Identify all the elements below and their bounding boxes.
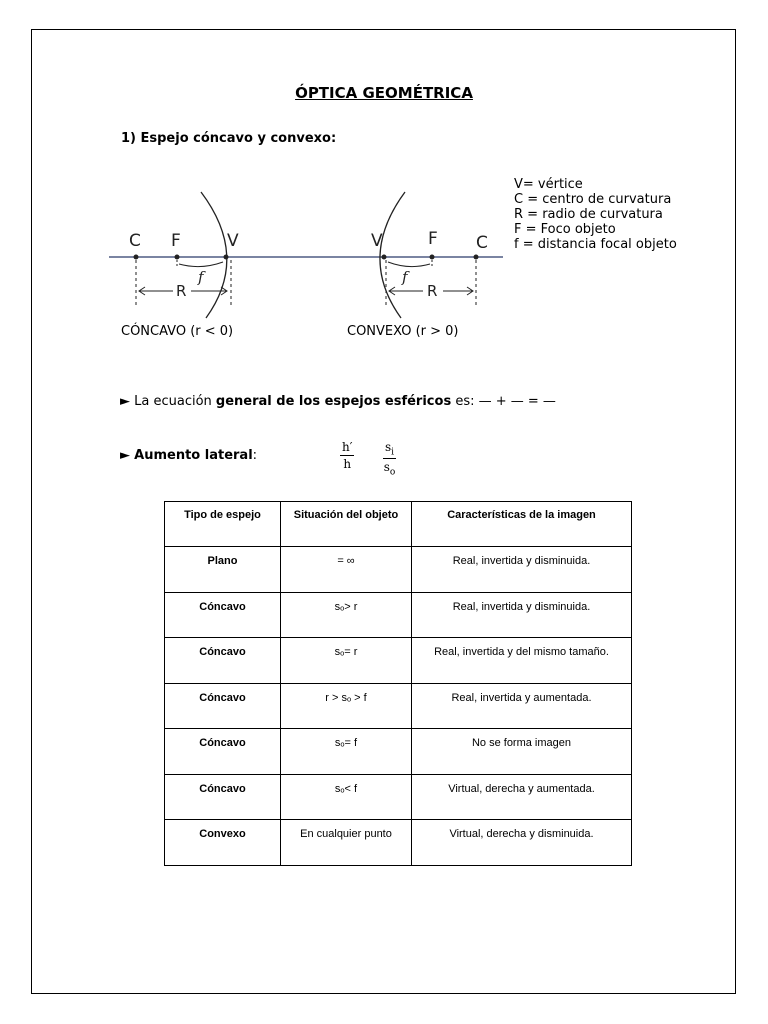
mirror-equation [120,394,556,409]
fraction-numerator: $s_i$ [385,440,395,458]
table-cell: Cóncavo [165,729,281,775]
page-title: ÓPTICA GEOMÉTRICA [295,84,473,102]
table-row [165,638,632,684]
point-v [382,255,387,260]
table-cell: sₒ> r [281,592,412,638]
label-f: F [171,231,181,251]
label-radius: R [427,282,438,300]
legend-item: F = Foco objeto [514,222,616,237]
table-cell: Real, invertida y disminuida. [412,547,632,593]
point-f [430,255,435,260]
label-f: F [428,229,438,249]
table-cell: Convexo [165,820,281,866]
legend-item: f = distancia focal objeto [514,237,677,252]
caption-convex: CONVEXO (r > 0) [347,324,459,339]
header-cell: Características de la imagen [412,502,632,547]
table-row [165,547,632,593]
table-cell: Cóncavo [165,638,281,684]
mirror-table [164,501,632,866]
point-c [474,255,479,260]
caption-concave: CÓNCAVO (r < 0) [121,324,234,339]
point-c [134,255,139,260]
table-cell: Real, invertida y del mismo tamaño. [412,638,632,684]
table-header-row [165,502,632,547]
label-c: C [129,231,141,251]
table-cell: = ∞ [281,547,412,593]
fraction-numerator: h′ [342,440,353,454]
table-cell: Real, invertida y disminuida. [412,592,632,638]
header-cell: Situación del objeto [281,502,412,547]
table-cell: sₒ< f [281,774,412,820]
point-v [224,255,229,260]
fraction-denominator: h [343,457,352,471]
table-cell: En cualquier punto [281,820,412,866]
table-cell: Cóncavo [165,683,281,729]
equation-bold: general de los espejos esféricos [215,394,452,409]
table-cell: No se forma imagen [412,729,632,775]
legend-item: C = centro de curvatura [514,192,672,207]
table-cell: sₒ= f [281,729,412,775]
equation-suffix: es: [451,394,479,409]
label-radius: R [176,282,187,300]
label-v: V [227,231,239,251]
table-cell: sₒ= r [281,638,412,684]
legend-item: V= vértice [514,177,583,192]
header-cell: Tipo de espejo [165,502,281,547]
table-row [165,592,632,638]
label-v: V [371,231,383,251]
point-f [175,255,180,260]
table-row [165,683,632,729]
table-cell: Cóncavo [165,592,281,638]
table-cell: Virtual, derecha y disminuida. [412,820,632,866]
label-focal: f [198,268,204,286]
lateral-label: Aumento lateral [134,448,253,463]
lateral-magnification: ► Aumento lateral: [120,448,258,463]
equation-formula: — + — = — [478,394,556,409]
fraction-s [383,440,396,478]
section-heading: 1) Espejo cóncavo y convexo: [121,131,337,146]
table-cell: Cóncavo [165,774,281,820]
table-cell: r > sₒ > f [281,683,412,729]
table-row [165,729,632,775]
table-cell: Plano [165,547,281,593]
fraction-h [340,440,354,471]
label-focal: f [402,268,408,286]
equation-prefix: ► La ecuación [120,394,216,409]
concave-mirror [201,192,227,318]
label-c: C [476,233,488,253]
legend [514,177,677,252]
legend-item: R = radio de curvatura [514,207,663,222]
table-cell: Real, invertida y aumentada. [412,683,632,729]
table-row [165,774,632,820]
fraction-denominator: $s_o$ [383,460,396,478]
table-row [165,820,632,866]
mirror-diagram [105,160,505,320]
table-cell: Virtual, derecha y aumentada. [412,774,632,820]
